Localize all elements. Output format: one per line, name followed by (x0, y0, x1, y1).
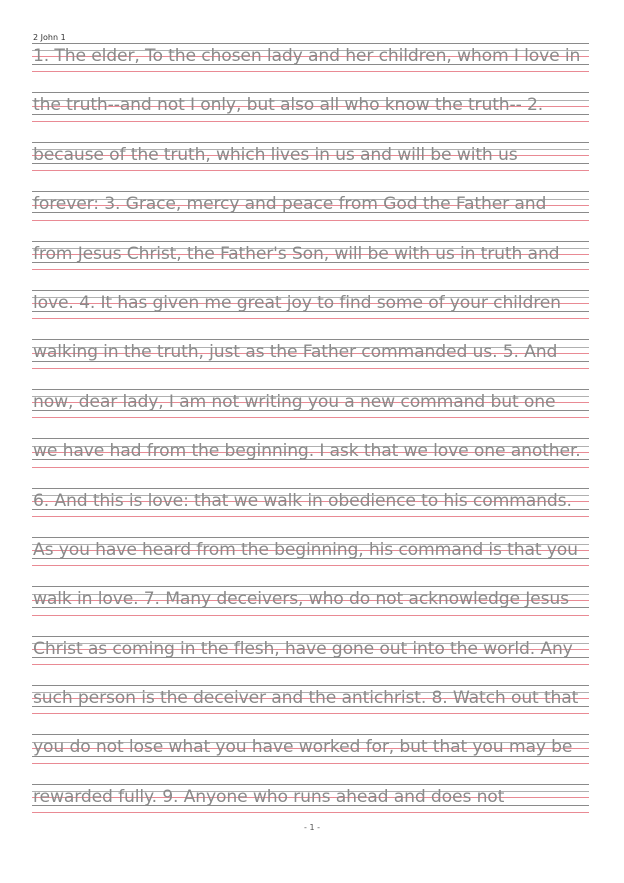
tracing-text: walk in love. 7. Many deceivers, who do not acknowledge Jesus (33, 589, 569, 610)
writing-line (32, 43, 589, 92)
writing-line (32, 339, 589, 388)
tracing-text: forever: 3. Grace, mercy and peace from God the Father and (33, 194, 547, 215)
writing-line (32, 438, 589, 487)
tracing-text: from Jesus Christ, the Father's Son, will be with us in truth and (33, 243, 560, 264)
tracing-text: you do not lose what you have worked for, but that you may be (33, 737, 573, 758)
writing-line (32, 389, 589, 438)
writing-line (32, 92, 589, 141)
writing-line (32, 488, 589, 537)
tracing-text: As you have heard from the beginning, his command is that you (33, 539, 578, 560)
writing-line (32, 586, 589, 635)
tracing-text: because of the truth, which lives in us and will be with us (33, 144, 518, 165)
writing-line (32, 290, 589, 339)
writing-line (32, 537, 589, 586)
handwriting-sheet (32, 43, 589, 833)
writing-line (32, 734, 589, 783)
tracing-text: 6. And this is love: that we walk in obedience to his commands. (33, 490, 572, 511)
writing-line (32, 636, 589, 685)
tracing-text: Christ as coming in the flesh, have gone out into the world. Any (33, 638, 573, 659)
writing-line (32, 142, 589, 191)
tracing-text: such person is the deceiver and the antichrist. 8. Watch out that (33, 688, 579, 709)
page-header: 2 John 1 (33, 33, 66, 42)
writing-line (32, 685, 589, 734)
tracing-text: now, dear lady, I am not writing you a new command but one (33, 391, 556, 412)
writing-line (32, 241, 589, 290)
tracing-text: love. 4. It has given me great joy to find some of your children (33, 292, 561, 313)
tracing-text: walking in the truth, just as the Father commanded us. 5. And (33, 342, 558, 363)
tracing-text: 1. The elder, To the chosen lady and her children, whom I love in (33, 46, 581, 66)
page-number: - 1 - (304, 823, 320, 832)
tracing-text: we have had from the beginning. I ask that we love one another. (33, 441, 581, 462)
writing-line (32, 191, 589, 240)
tracing-text: the truth--and not I only, but also all who know the truth-- 2. (33, 95, 544, 116)
tracing-text: rewarded fully. 9. Anyone who runs ahead and does not (33, 786, 505, 807)
